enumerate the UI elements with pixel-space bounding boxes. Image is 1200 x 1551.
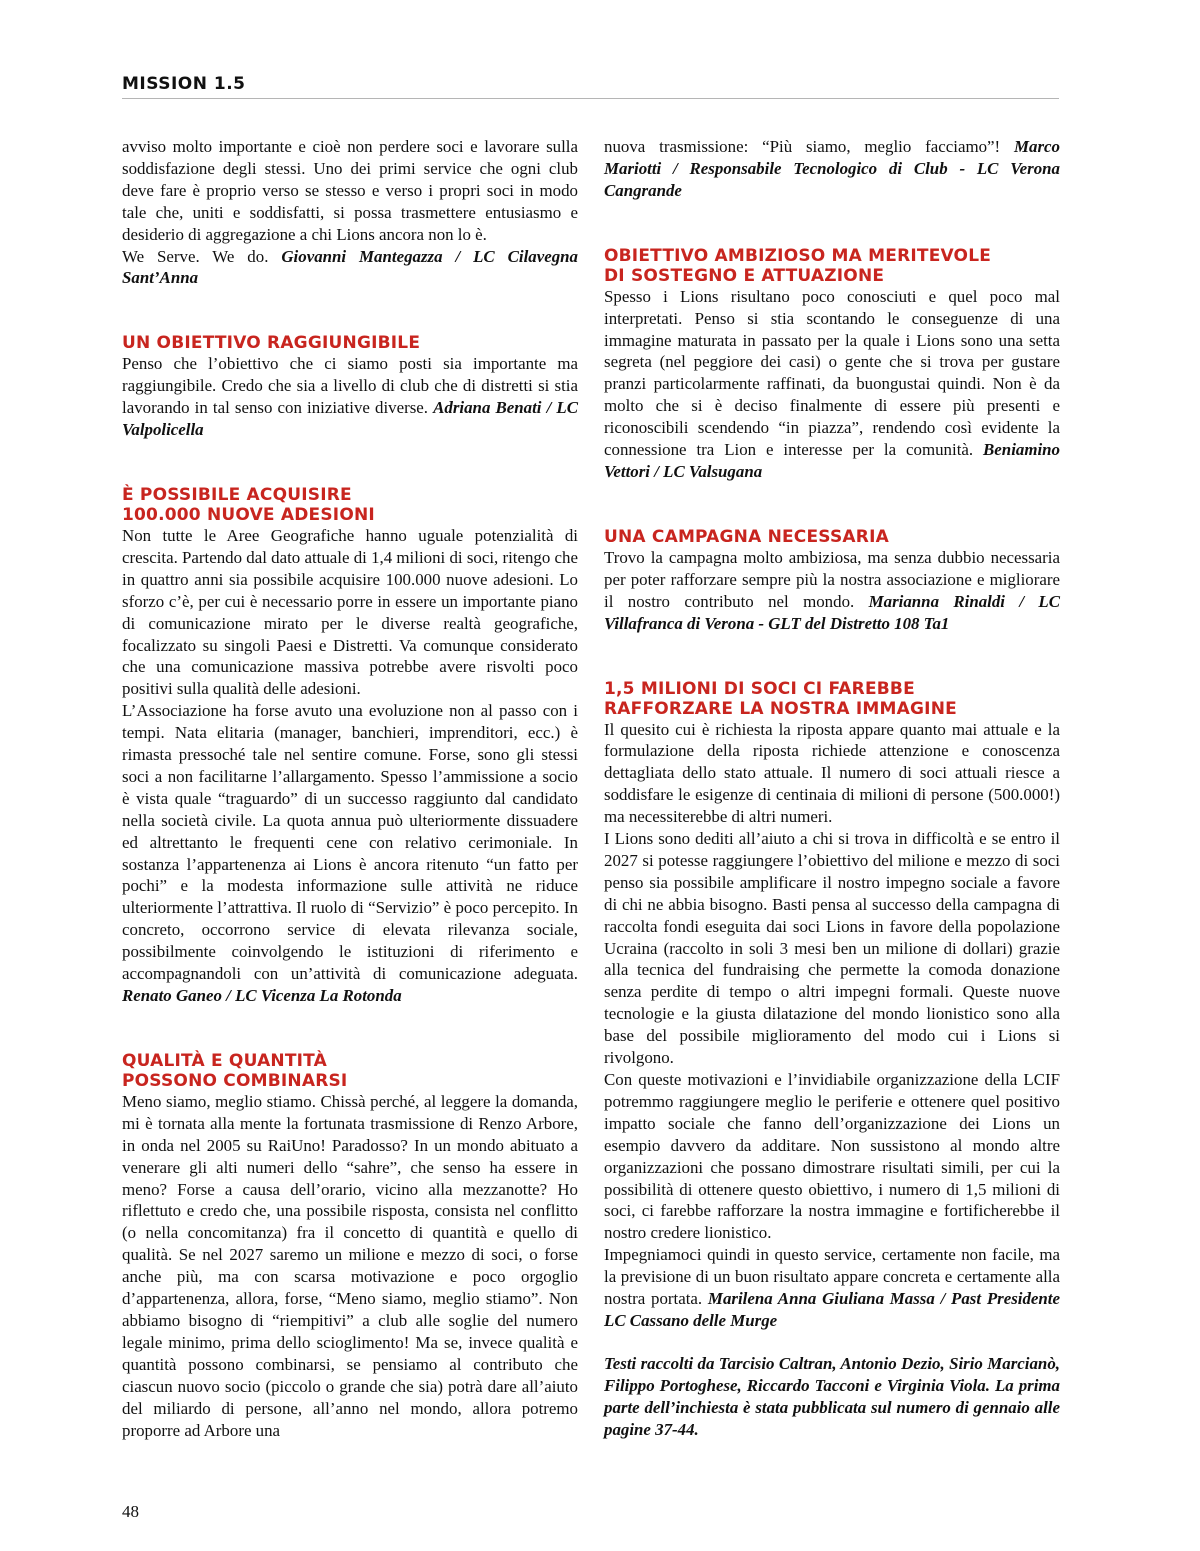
section-paragraph: Penso che l’obiettivo che ci siamo posti sia importante ma raggiungibile. Credo che sia a livello di club che di distretti si stia lavorando in tal senso con iniziative diverse. Adriana Benati / LC Valpolicella	[122, 354, 578, 440]
section-paragraph: Non tutte le Aree Geografiche hanno uguale potenzialità di crescita. Partendo dal dato attuale di 1,4 milioni di soci, ritengo che in quattro anni sia possibile acquisire 100.000 nuove adesioni. Lo sforzo c’è, per cui è necessario porre in essere un importante piano di comunicazione mirato per le diverse realtà geografiche, focalizzato su singoli Paesi e Distretti. Va comunque considerato che una comunicazione massiva potrebbe avere risvolti poco positivi sulla qualità delle adesioni.	[122, 525, 578, 699]
section-paragraph: Spesso i Lions risultano poco conosciuti e quel poco mal interpretati. Penso si stia scontando le conseguenze di una immagine maturata in passato per la quale i Lions sono una setta segreta (nel peggiore dei casi) o gente che si trova per gustare pranzi particolarmente raffinati, da buongustai quindi. Non è da molto che si è deciso finalmente di essere più presenti e riconoscibili scendendo “in piazza”, rendendo così evidente la connessione tra Lion e interesse per la comunità. Beniamino Vettori / LC Valsugana	[604, 286, 1060, 481]
section-heading: 1,5 MILIONI DI SOCI CI FAREBBE RAFFORZARE LA NOSTRA IMMAGINE	[604, 678, 957, 719]
magazine-section-header: MISSION 1.5	[122, 74, 246, 94]
author-signature: Adriana Benati / LC Valpolicella	[122, 398, 578, 440]
section-paragraph: Meno siamo, meglio stiamo. Chissà perché, al leggere la domanda, mi è tornata alla mente la fortunata trasmissione di Renzo Arbore, in onda nel 2005 su RaiUno! Paradosso? In un mondo abituato a venerare gli alti numeri dello “sahre”, che senso ha essere in meno? Forse a causa dell’orario, vicino alla mezzanotte? Ho riflettuto e credo che, una possibile risposta, consista nel conflitto (o nella concomitanza) fra il concetto di quantità e quello di qualità. Se nel 2027 saremo un milione e mezzo di soci, o forse anche più, ma con scarsa motivazione e poco orgoglio d’appartenenza, allora, forse, “Meno siamo, meglio stiamo”. Non abbiamo bisogno di “riempitivi” a club alle soglie del numero legale minimo, prima dello scioglimento! Ma se, invece qualità e quantità possono combinarsi, se pensiamo al contributo che ciascun nuovo socio (piccolo o grande che sia) potrà dare all’aiuto del miliardo di persone, all’anno nel mondo, allora potremo proporre ad Arbore una	[122, 1091, 578, 1440]
section-heading: UNA CAMPAGNA NECESSARIA	[604, 526, 889, 547]
section-heading: UN OBIETTIVO RAGGIUNGIBILE	[122, 333, 421, 354]
intro-closing: We Serve. We do. Giovanni Mantegazza / LC Cilavegna Sant’Anna	[122, 246, 578, 288]
page-number: 48	[122, 1502, 139, 1521]
author-signature: Marianna Rinaldi / LC Villafranca di Verona - GLT del Distretto 108 Ta1	[604, 591, 1060, 633]
author-signature: Beniamino Vettori / LC Valsugana	[604, 440, 1060, 481]
author-signature: Marco Mariotti / Responsabile Tecnologico di Club - LC Verona Cangrande	[604, 137, 1060, 200]
author-signature: Marilena Anna Giuliana Massa / Past Presidente LC Cassano delle Murge	[604, 1289, 1060, 1330]
editorial-footnote: Testi raccolti da Tarcisio Caltran, Antonio Dezio, Sirio Marcianò, Filippo Portoghese, Riccardo Tacconi e Virginia Viola. La prima parte dell’inchiesta è stata pubblicata sul numero di gennaio alle pagine 37-44.	[604, 1353, 1060, 1439]
section-paragraph: Trovo la campagna molto ambiziosa, ma senza dubbio necessaria per poter rafforzare sempre più la nostra associazione e migliorare il nostro contributo nel mondo. Marianna Rinaldi / LC Villafranca di Verona - GLT del Distretto 108 Ta1	[604, 547, 1060, 633]
author-signature: Giovanni Mantegazza / LC Cilavegna Sant’Anna	[122, 246, 578, 288]
section-heading: È POSSIBILE ACQUISIRE 100.000 NUOVE ADESIONI	[122, 484, 375, 525]
section-paragraph: Con queste motivazioni e l’invidiabile organizzazione della LCIF potremmo raggiungere meglio le periferie e ottenere quel positivo impatto sociale che fanno dell’organizzazione dei Lions un esempio davvero da additare. Non sussistono al mondo altre organizzazioni che possano dimostrare risultati simili, per cui la possibilità di ottenere questo obiettivo, i numero di 1,5 milioni di soci, ci farebbe rafforzare la nostra immagine e fortificherebbe il nostro credere lionistico.	[604, 1070, 1060, 1243]
section-paragraph: I Lions sono dediti all’aiuto a chi si trova in difficoltà e se entro il 2027 si potesse raggiungere l’obiettivo del milione e mezzo di soci penso sia possibile amplificare il nostro impegno sociale a favore di chi ne abbia bisogno. Basti pensa al successo della campagna di raccolta fondi eseguita dai soci Lions in favore della popolazione Ucraina (raccolto in soli 3 mesi ben un milione di dollari) grazie alla tecnica del fundraising che permette la comoda donazione senza perdite di tempo o altri impegni formali. Queste nuove tecnologie e la giusta dilatazione del mondo lionistico sono alla base del possibile miglioramento del modo cui i Lions si rivolgono.	[604, 829, 1060, 1068]
continuation-paragraph: nuova trasmissione: “Più siamo, meglio facciamo”! Marco Mariotti / Responsabile Tecnologico di Club - LC Verona Cangrande	[604, 137, 1060, 200]
section-paragraph: Impegniamoci quindi in questo service, certamente non facile, ma la previsione di un buon risultato appare concreta e certamente alla nostra portata. Marilena Anna Giuliana Massa / Past Presidente LC Cassano delle Murge	[604, 1245, 1060, 1330]
author-signature: Renato Ganeo / LC Vicenza La Rotonda	[122, 986, 402, 1005]
left-column	[122, 136, 578, 1441]
section-paragraph: Il quesito cui è richiesta la riposta appare quanto mai attuale e la formulazione della riposta richiede attenzione e conoscenza dettagliata dello stato attuale. Il numero di soci attuali riesce a soddisfare le esigenze di centinaia di milioni di persone (500.000!) ma necessiterebbe di altri numeri.	[604, 719, 1060, 827]
section-heading: QUALITÀ E QUANTITÀ POSSONO COMBINARSI	[122, 1050, 348, 1091]
section-paragraph: L’Associazione ha forse avuto una evoluzione non al passo con i tempi. Nata elitaria (manager, banchieri, imprenditori, ecc.) è rimasta pressoché tale nel sentire comune. Forse, sono gli stessi soci a non facilitarne l’allargamento. Spesso l’ammissione a socio è vista quale “traguardo” di un successo raggiunto dal candidato nella società civile. La quota annua può ulteriormente dissuadere ed altrettanto le frequenti cene con relativo cerimoniale. In sostanza l’appartenenza ai Lions è ancora ritenuto “un fatto per pochi” e la modesta informazione sulle attività ne riduce ulteriormente l’attrattiva. Il ruolo di “Servizio” è poco percepito. In concreto, occorrono service di elevata rilevanza sociale, possibilmente coinvolgendo le istituzioni di riferimento e accompagnandoli con un’attività di comunicazione adeguata. Renato Ganeo / LC Vicenza La Rotonda	[122, 701, 578, 1005]
intro-paragraph: avviso molto importante e cioè non perdere soci e lavorare sulla soddisfazione degli stessi. Uno dei primi service che ogni club deve fare è proprio verso se stesso e verso i propri soci in modo tale che, uniti e soddisfatti, si possa trasmettere entusiasmo e desiderio di aggregazione a chi Lions ancora non lo è.	[122, 137, 578, 244]
right-column	[604, 136, 1060, 1441]
header-divider	[122, 98, 1059, 99]
section-heading: OBIETTIVO AMBIZIOSO MA MERITEVOLE DI SOSTEGNO E ATTUAZIONE	[604, 245, 992, 286]
